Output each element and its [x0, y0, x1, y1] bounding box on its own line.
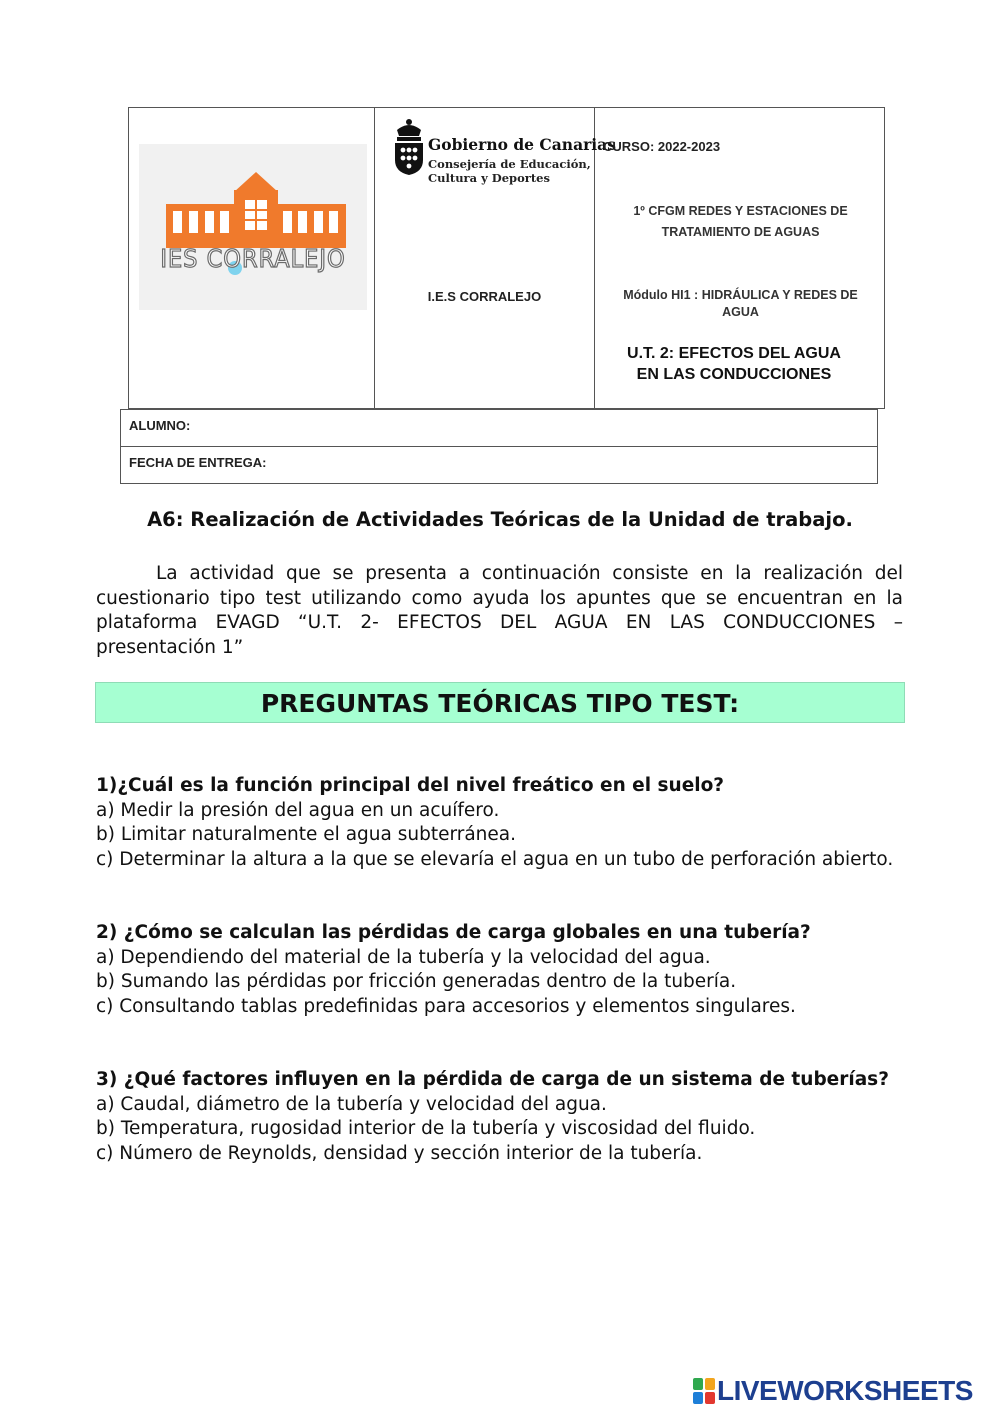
- gov-dept-line: Consejería de Educación,: [428, 157, 591, 171]
- module-line: AGUA: [722, 305, 759, 319]
- gov-name: Gobierno de Canarias: [428, 135, 616, 154]
- answer-option[interactable]: c) Determinar la altura a la que se elevaría el agua en un tubo de perforación abierto.: [96, 848, 894, 870]
- activity-title: A6: Realización de Actividades Teóricas de la Unidad de trabajo.: [147, 508, 853, 531]
- answer-option[interactable]: a) Caudal, diámetro de la tubería y velocidad del agua.: [96, 1093, 607, 1115]
- question-block: [96, 1068, 903, 1166]
- module-name: [595, 287, 886, 321]
- coat-of-arms-icon: [391, 116, 427, 176]
- delivery-date-label: FECHA DE ENTREGA:: [129, 455, 267, 470]
- question-block: [96, 774, 903, 872]
- school-name: I.E.S CORRALEJO: [427, 289, 542, 304]
- liveworksheets-icon: [693, 1378, 715, 1404]
- answer-option[interactable]: b) Sumando las pérdidas por fricción generadas dentro de la tubería.: [96, 971, 737, 992]
- header-table: [128, 107, 885, 409]
- header-divider: [374, 108, 375, 408]
- student-label: ALUMNO:: [129, 418, 191, 433]
- gov-dept: [428, 157, 591, 185]
- answer-option[interactable]: a) Dependiendo del material de la tubería y la velocidad del agua.: [96, 946, 711, 968]
- answer-option[interactable]: b) Temperatura, rugosidad interior de la tubería y viscosidad del fluido.: [96, 1118, 756, 1139]
- question-text: 1)¿Cuál es la función principal del nivel freático en el suelo?: [96, 775, 725, 796]
- cycle-line: 1º CFGM REDES Y ESTACIONES DE: [633, 204, 848, 218]
- delivery-date-field[interactable]: [120, 446, 878, 484]
- gov-dept-line: Cultura y Deportes: [428, 171, 550, 185]
- answer-option[interactable]: a) Medir la presión del agua en un acuífero.: [96, 799, 500, 821]
- student-name-field[interactable]: [120, 409, 878, 447]
- question-text: 2) ¿Cómo se calculan las pérdidas de carga globales en una tubería?: [96, 922, 811, 943]
- section-banner: PREGUNTAS TEÓRICAS TIPO TEST:: [95, 682, 905, 723]
- unit-line: EN LAS CONDUCCIONES: [636, 366, 832, 383]
- unit-title: [595, 343, 873, 385]
- intro-paragraph: [96, 562, 903, 660]
- answer-option[interactable]: c) Número de Reynolds, densidad y sección interior de la tubería.: [96, 1142, 703, 1164]
- course-year: CURSO: 2022-2023: [603, 139, 721, 154]
- school-building-icon: [139, 144, 367, 310]
- module-line: Módulo HI1 : HIDRÁULICA Y REDES DE: [623, 288, 858, 302]
- cycle-line: TRATAMIENTO DE AGUAS: [661, 225, 820, 239]
- question-text: 3) ¿Qué factores influyen en la pérdida de carga de un sistema de tuberías?: [96, 1069, 889, 1090]
- liveworksheets-logo: [693, 1376, 973, 1406]
- answer-option[interactable]: c) Consultando tablas predefinidas para accesorios y elementos singulares.: [96, 995, 796, 1017]
- intro-text: La actividad que se presenta a continuación consiste en la realización del cuestionario tipo test utilizando como ayuda los apuntes que se encuentran en la plataforma EVAGD “U.T. 2- EFECTOS DEL AGUA EN LAS CONDUCCIONES – presentación 1”: [96, 563, 903, 658]
- cycle-name: [595, 201, 886, 243]
- school-logo: [139, 144, 367, 310]
- school-logo-text: IES CORRALEJO: [160, 244, 346, 273]
- unit-line: U.T. 2: EFECTOS DEL AGUA: [627, 345, 841, 362]
- question-block: [96, 921, 903, 1019]
- answer-option[interactable]: b) Limitar naturalmente el agua subterránea.: [96, 824, 517, 845]
- brand-name: LIVEWORKSHEETS: [717, 1375, 973, 1406]
